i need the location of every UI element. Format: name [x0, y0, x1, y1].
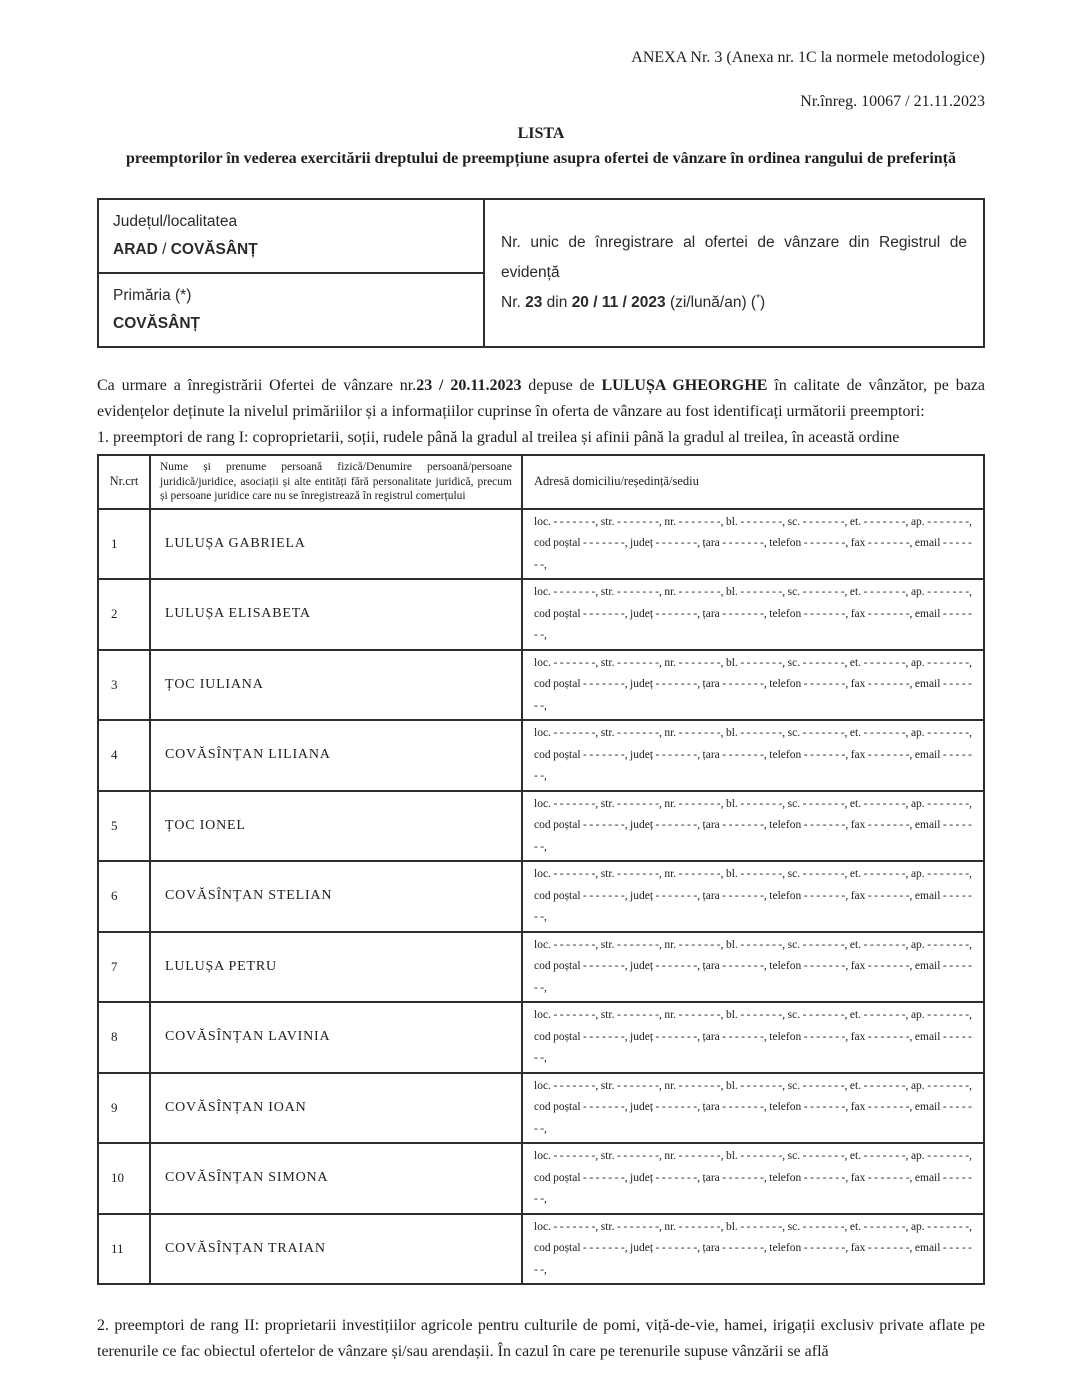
- header-name: Nume și prenume persoană fizică/Denumire persoană/persoane juridică/juridice, asociații și alte entități fără personalitate juridică, precum și persoane juridice care nu se înregistrează în registrul comerțului: [150, 455, 522, 509]
- preemptor-table-body: [98, 509, 984, 1285]
- county-value: [113, 236, 469, 264]
- registry-number-text: Nr. unic de înregistrare al ofertei de vânzare din Registrul de evidență: [501, 234, 967, 281]
- offer-number-close: ): [760, 294, 766, 311]
- primaria-label: Primăria (*): [113, 287, 192, 304]
- row-name: COVĂSÎNȚAN STELIAN: [150, 861, 522, 932]
- footnote-star: *: [756, 292, 760, 304]
- intro-paragraph: [97, 373, 985, 425]
- row-number: 1: [98, 509, 150, 580]
- table-row: [98, 579, 984, 650]
- offer-number-prefix: Nr.: [501, 294, 526, 311]
- row-address: loc. - - - - - - -, str. - - - - - - -, nr. - - - - - - -, bl. - - - - - - -, sc. - - - - - - -, et. - - - - - - -, ap. - - - - - - -, cod poștal - - - - - - -, județ - - - - - - -, țara - - - - - - -, telefon - - - - - - -, fax - - - - - - -, email - - - - - - -,: [522, 650, 984, 721]
- row-address: loc. - - - - - - -, str. - - - - - - -, nr. - - - - - - -, bl. - - - - - - -, sc. - - - - - - -, et. - - - - - - -, ap. - - - - - - -, cod poștal - - - - - - -, județ - - - - - - -, țara - - - - - - -, telefon - - - - - - -, fax - - - - - - -, email - - - - - - -,: [522, 791, 984, 862]
- table-row: [98, 1073, 984, 1144]
- annex-note: ANEXA Nr. 3 (Anexa nr. 1C la normele metodologice): [631, 49, 985, 66]
- row-address: loc. - - - - - - -, str. - - - - - - -, nr. - - - - - - -, bl. - - - - - - -, sc. - - - - - - -, et. - - - - - - -, ap. - - - - - - -, cod poștal - - - - - - -, județ - - - - - - -, țara - - - - - - -, telefon - - - - - - -, fax - - - - - - -, email - - - - - - -,: [522, 1143, 984, 1214]
- row-number: 5: [98, 791, 150, 862]
- row-name: LULUȘA ELISABETA: [150, 579, 522, 650]
- row-address: loc. - - - - - - -, str. - - - - - - -, nr. - - - - - - -, bl. - - - - - - -, sc. - - - - - - -, et. - - - - - - -, ap. - - - - - - -, cod poștal - - - - - - -, județ - - - - - - -, țara - - - - - - -, telefon - - - - - - -, fax - - - - - - -, email - - - - - - -,: [522, 932, 984, 1003]
- row-address: loc. - - - - - - -, str. - - - - - - -, nr. - - - - - - -, bl. - - - - - - -, sc. - - - - - - -, et. - - - - - - -, ap. - - - - - - -, cod poștal - - - - - - -, județ - - - - - - -, țara - - - - - - -, telefon - - - - - - -, fax - - - - - - -, email - - - - - - -,: [522, 1002, 984, 1073]
- table-row: [98, 1214, 984, 1285]
- row-number: 10: [98, 1143, 150, 1214]
- offer-number-line: [501, 288, 967, 318]
- row-name: COVĂSÎNȚAN LAVINIA: [150, 1002, 522, 1073]
- row-number: 3: [98, 650, 150, 721]
- row-name: COVĂSÎNȚAN LILIANA: [150, 720, 522, 791]
- table-row: [98, 861, 984, 932]
- document-title: LISTA: [517, 125, 565, 142]
- row-address: loc. - - - - - - -, str. - - - - - - -, nr. - - - - - - -, bl. - - - - - - -, sc. - - - - - - -, et. - - - - - - -, ap. - - - - - - -, cod poștal - - - - - - -, județ - - - - - - -, țara - - - - - - -, telefon - - - - - - -, fax - - - - - - -, email - - - - - - -,: [522, 861, 984, 932]
- table-row: [98, 791, 984, 862]
- document-subtitle: preemptorilor în vederea exercitării dreptului de preempțiune asupra ofertei de vânzare în ordinea rangului de preferință: [126, 150, 956, 167]
- row-number: 8: [98, 1002, 150, 1073]
- offer-number-suffix: (zi/lună/an) (: [665, 294, 757, 311]
- row-address: loc. - - - - - - -, str. - - - - - - -, nr. - - - - - - -, bl. - - - - - - -, sc. - - - - - - -, et. - - - - - - -, ap. - - - - - - -, cod poștal - - - - - - -, județ - - - - - - -, țara - - - - - - -, telefon - - - - - - -, fax - - - - - - -, email - - - - - - -,: [522, 509, 984, 580]
- row-name: LULUȘA GABRIELA: [150, 509, 522, 580]
- table-row: [98, 650, 984, 721]
- registration-info-table: [97, 198, 985, 348]
- row-name: LULUȘA PETRU: [150, 932, 522, 1003]
- registration-note: Nr.înreg. 10067 / 21.11.2023: [800, 93, 985, 110]
- table-row: [98, 1143, 984, 1214]
- county-value-a: ARAD: [113, 241, 158, 258]
- row-name: COVĂSÎNȚAN TRAIAN: [150, 1214, 522, 1285]
- offer-reference: 23 / 20.11.2023: [416, 377, 522, 394]
- intro-part3: în calitate de vânzător, pe baza evidențelor deținute la nivelul primăriilor și a informațiilor cuprinse în oferta de vânzare au fost identificați următorii preemptori:: [97, 377, 986, 420]
- rank1-heading: 1. preemptori de rang I: coproprietarii, soții, rudele până la gradul al treilea și afinii până la gradul al treilea, în această ordine: [97, 429, 900, 446]
- row-number: 4: [98, 720, 150, 791]
- row-name: COVĂSÎNȚAN IOAN: [150, 1073, 522, 1144]
- intro-part1: Ca urmare a înregistrării Ofertei de vânzare nr.: [97, 377, 417, 394]
- intro-part2: depuse de: [521, 377, 602, 394]
- offer-number-date: 20 / 11 / 2023: [571, 294, 666, 311]
- row-name: ȚOC IONEL: [150, 791, 522, 862]
- row-number: 7: [98, 932, 150, 1003]
- county-label: Județul/localitatea: [113, 213, 238, 230]
- primaria-value: COVĂSÂNȚ: [113, 315, 200, 332]
- offer-number-value: 23: [525, 294, 543, 311]
- row-number: 6: [98, 861, 150, 932]
- county-value-b: COVĂSÂNȚ: [170, 241, 258, 258]
- row-name: ȚOC IULIANA: [150, 650, 522, 721]
- table-row: [98, 1002, 984, 1073]
- county-cell: [98, 199, 484, 273]
- row-number: 9: [98, 1073, 150, 1144]
- row-address: loc. - - - - - - -, str. - - - - - - -, nr. - - - - - - -, bl. - - - - - - -, sc. - - - - - - -, et. - - - - - - -, ap. - - - - - - -, cod poștal - - - - - - -, județ - - - - - - -, țara - - - - - - -, telefon - - - - - - -, fax - - - - - - -, email - - - - - - -,: [522, 1073, 984, 1144]
- table-row: [98, 932, 984, 1003]
- registry-number-cell: [484, 199, 984, 347]
- preemptor-table-header-row: [98, 455, 984, 509]
- row-address: loc. - - - - - - -, str. - - - - - - -, nr. - - - - - - -, bl. - - - - - - -, sc. - - - - - - -, et. - - - - - - -, ap. - - - - - - -, cod poștal - - - - - - -, județ - - - - - - -, țara - - - - - - -, telefon - - - - - - -, fax - - - - - - -, email - - - - - - -,: [522, 579, 984, 650]
- row-name: COVĂSÎNȚAN SIMONA: [150, 1143, 522, 1214]
- header-nr: Nr.crt: [98, 455, 150, 509]
- table-row: [98, 509, 984, 580]
- header-address: Adresă domiciliu/reședință/sediu: [522, 455, 984, 509]
- seller-name: LULUȘA GHEORGHE: [601, 377, 768, 394]
- county-separator: /: [157, 241, 171, 258]
- offer-number-mid: din: [542, 294, 572, 311]
- table-row: [98, 720, 984, 791]
- row-number: 11: [98, 1214, 150, 1285]
- row-address: loc. - - - - - - -, str. - - - - - - -, nr. - - - - - - -, bl. - - - - - - -, sc. - - - - - - -, et. - - - - - - -, ap. - - - - - - -, cod poștal - - - - - - -, județ - - - - - - -, țara - - - - - - -, telefon - - - - - - -, fax - - - - - - -, email - - - - - - -,: [522, 720, 984, 791]
- rank2-paragraph: 2. preemptori de rang II: proprietarii investițiilor agricole pentru culturile de pomi, viță-de-vie, hamei, irigații exclusiv private aflate pe terenurile ce fac obiectul ofertelor de vânzare și/sau arendașii. În cazul în care pe terenurile supuse vânzării se află: [97, 1317, 985, 1360]
- row-number: 2: [98, 579, 150, 650]
- preemptor-table: [97, 454, 985, 1285]
- primaria-cell: [98, 273, 484, 347]
- row-address: loc. - - - - - - -, str. - - - - - - -, nr. - - - - - - -, bl. - - - - - - -, sc. - - - - - - -, et. - - - - - - -, ap. - - - - - - -, cod poștal - - - - - - -, județ - - - - - - -, țara - - - - - - -, telefon - - - - - - -, fax - - - - - - -, email - - - - - - -,: [522, 1214, 984, 1285]
